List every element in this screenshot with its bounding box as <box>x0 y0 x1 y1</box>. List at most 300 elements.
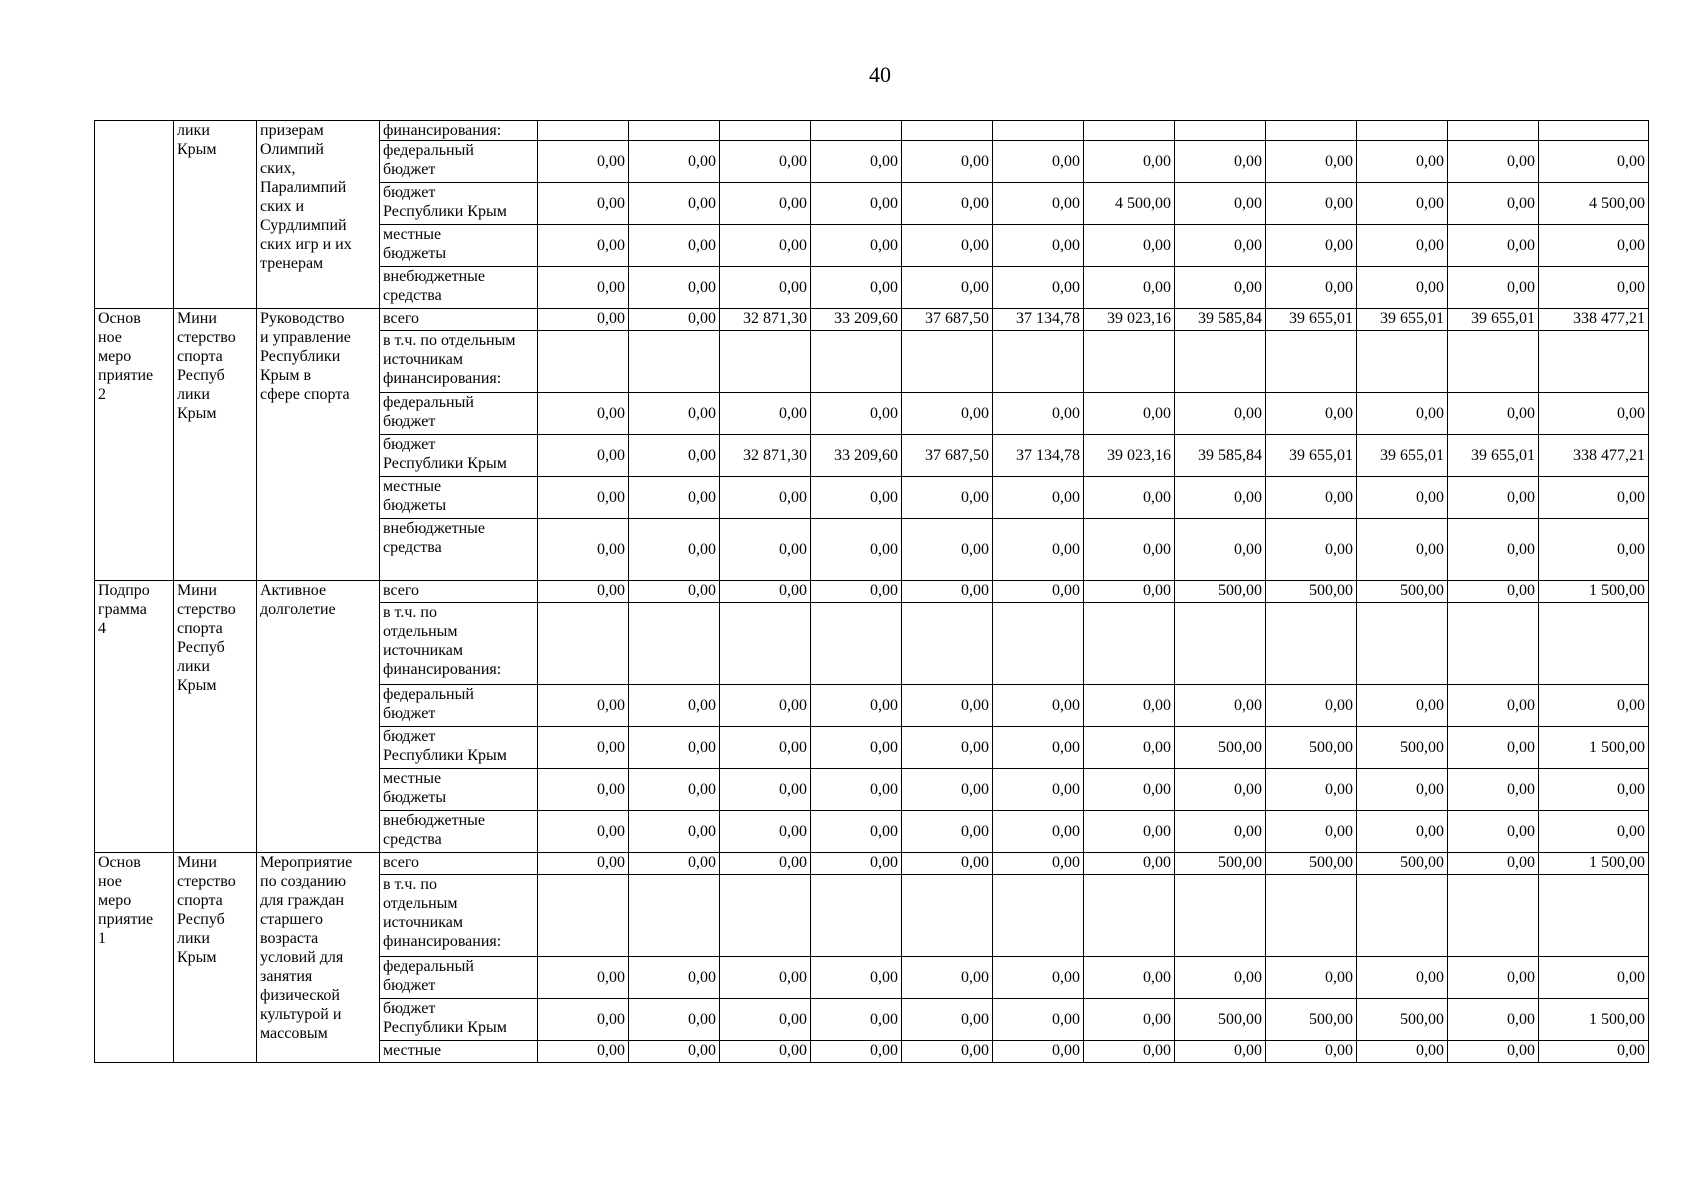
amount-cell <box>629 121 720 141</box>
amount-cell: 0,00 <box>1357 957 1448 999</box>
amount-cell: 0,00 <box>720 957 811 999</box>
amount-cell <box>1266 603 1357 685</box>
amount-cell: 0,00 <box>538 727 629 769</box>
amount-cell: 39 655,01 <box>1357 435 1448 477</box>
amount-cell: 0,00 <box>993 1041 1084 1063</box>
amount-cell: 0,00 <box>1266 393 1357 435</box>
amount-cell: 500,00 <box>1266 727 1357 769</box>
amount-cell: 0,00 <box>1357 519 1448 581</box>
amount-cell <box>720 603 811 685</box>
amount-cell <box>902 331 993 393</box>
amount-cell <box>811 603 902 685</box>
funding-source-cell: в т.ч. по отдельным источникам финансирования: <box>380 603 538 685</box>
amount-cell: 39 655,01 <box>1448 309 1539 331</box>
amount-cell: 0,00 <box>1357 225 1448 267</box>
amount-cell: 0,00 <box>720 225 811 267</box>
amount-cell: 0,00 <box>1448 853 1539 875</box>
amount-cell: 0,00 <box>1084 393 1175 435</box>
amount-cell: 0,00 <box>538 183 629 225</box>
amount-cell: 0,00 <box>1266 477 1357 519</box>
amount-cell: 0,00 <box>1175 685 1266 727</box>
amount-cell: 0,00 <box>538 519 629 581</box>
amount-cell: 0,00 <box>538 957 629 999</box>
funding-source-cell: всего <box>380 581 538 603</box>
amount-cell: 0,00 <box>1266 769 1357 811</box>
amount-cell <box>1175 603 1266 685</box>
amount-cell: 0,00 <box>538 769 629 811</box>
amount-cell: 0,00 <box>629 769 720 811</box>
amount-cell: 0,00 <box>993 957 1084 999</box>
amount-cell: 0,00 <box>811 853 902 875</box>
amount-cell <box>629 331 720 393</box>
event-name-cell: Активное долголетие <box>257 581 380 853</box>
amount-cell: 39 023,16 <box>1084 309 1175 331</box>
funding-source-cell: в т.ч. по отдельным источникам финансирования: <box>380 331 538 393</box>
funding-source-cell: внебюджетные средства <box>380 811 538 853</box>
amount-cell: 0,00 <box>1357 267 1448 309</box>
amount-cell: 1 500,00 <box>1539 727 1649 769</box>
table-row <box>95 121 1649 141</box>
amount-cell <box>1084 875 1175 957</box>
amount-cell: 0,00 <box>1448 267 1539 309</box>
amount-cell: 0,00 <box>1539 393 1649 435</box>
amount-cell <box>1448 121 1539 141</box>
amount-cell: 500,00 <box>1175 853 1266 875</box>
amount-cell: 0,00 <box>811 225 902 267</box>
funding-source-cell: федеральный бюджет <box>380 685 538 727</box>
amount-cell: 0,00 <box>902 141 993 183</box>
amount-cell: 0,00 <box>902 477 993 519</box>
funding-source-cell: бюджет Республики Крым <box>380 727 538 769</box>
amount-cell: 39 655,01 <box>1448 435 1539 477</box>
amount-cell <box>902 875 993 957</box>
amount-cell: 0,00 <box>1084 1041 1175 1063</box>
amount-cell: 0,00 <box>1175 141 1266 183</box>
amount-cell: 0,00 <box>629 435 720 477</box>
event-name-cell: Руководство и управление Республики Крым в сфере спорта <box>257 309 380 581</box>
amount-cell: 0,00 <box>902 393 993 435</box>
amount-cell: 0,00 <box>811 141 902 183</box>
amount-cell <box>1084 121 1175 141</box>
amount-cell: 0,00 <box>720 183 811 225</box>
amount-cell: 0,00 <box>1448 141 1539 183</box>
amount-cell: 0,00 <box>629 141 720 183</box>
funding-source-cell: финансирования: <box>380 121 538 141</box>
amount-cell <box>720 121 811 141</box>
amount-cell: 0,00 <box>1084 999 1175 1041</box>
amount-cell: 0,00 <box>1175 811 1266 853</box>
amount-cell: 338 477,21 <box>1539 435 1649 477</box>
executor-cell: Мини стерство спорта Респуб лики Крым <box>174 309 257 581</box>
amount-cell <box>720 875 811 957</box>
amount-cell: 0,00 <box>993 581 1084 603</box>
amount-cell: 1 500,00 <box>1539 581 1649 603</box>
amount-cell: 0,00 <box>1539 957 1649 999</box>
amount-cell <box>1448 331 1539 393</box>
event-name-cell: призерам Олимпий ских, Паралимпий ских и Сурдлимпий ских игр и их тренерам <box>257 121 380 309</box>
amount-cell <box>1175 331 1266 393</box>
amount-cell: 37 687,50 <box>902 435 993 477</box>
table-row <box>95 309 1649 331</box>
amount-cell: 0,00 <box>811 183 902 225</box>
amount-cell: 0,00 <box>902 769 993 811</box>
amount-cell: 0,00 <box>902 519 993 581</box>
amount-cell <box>720 331 811 393</box>
amount-cell: 500,00 <box>1357 727 1448 769</box>
amount-cell: 0,00 <box>811 477 902 519</box>
amount-cell <box>538 331 629 393</box>
amount-cell: 0,00 <box>720 999 811 1041</box>
amount-cell: 0,00 <box>629 1041 720 1063</box>
amount-cell: 0,00 <box>1175 957 1266 999</box>
amount-cell: 0,00 <box>1539 477 1649 519</box>
amount-cell: 0,00 <box>1448 225 1539 267</box>
funding-source-cell: бюджет Республики Крым <box>380 999 538 1041</box>
amount-cell: 0,00 <box>629 685 720 727</box>
amount-cell: 0,00 <box>538 309 629 331</box>
financing-table <box>94 120 1649 1063</box>
amount-cell <box>538 875 629 957</box>
amount-cell: 0,00 <box>629 727 720 769</box>
amount-cell: 0,00 <box>811 769 902 811</box>
amount-cell: 0,00 <box>1175 183 1266 225</box>
amount-cell: 33 209,60 <box>811 435 902 477</box>
funding-source-cell: местные <box>380 1041 538 1063</box>
funding-source-cell: федеральный бюджет <box>380 957 538 999</box>
amount-cell: 0,00 <box>629 519 720 581</box>
amount-cell: 0,00 <box>811 581 902 603</box>
amount-cell: 0,00 <box>1266 957 1357 999</box>
amount-cell: 0,00 <box>1084 853 1175 875</box>
amount-cell: 39 585,84 <box>1175 435 1266 477</box>
amount-cell: 0,00 <box>1266 1041 1357 1063</box>
amount-cell: 37 134,78 <box>993 309 1084 331</box>
amount-cell: 4 500,00 <box>1539 183 1649 225</box>
amount-cell: 0,00 <box>1448 811 1539 853</box>
amount-cell: 0,00 <box>1539 225 1649 267</box>
amount-cell <box>902 121 993 141</box>
amount-cell: 0,00 <box>538 1041 629 1063</box>
amount-cell <box>1084 603 1175 685</box>
amount-cell <box>1266 875 1357 957</box>
amount-cell: 0,00 <box>1084 727 1175 769</box>
amount-cell: 39 023,16 <box>1084 435 1175 477</box>
amount-cell: 33 209,60 <box>811 309 902 331</box>
amount-cell: 0,00 <box>1084 769 1175 811</box>
amount-cell: 0,00 <box>538 999 629 1041</box>
amount-cell: 0,00 <box>720 685 811 727</box>
amount-cell: 0,00 <box>720 727 811 769</box>
amount-cell: 0,00 <box>1084 267 1175 309</box>
amount-cell: 0,00 <box>1448 957 1539 999</box>
amount-cell: 0,00 <box>1175 519 1266 581</box>
amount-cell: 0,00 <box>1266 811 1357 853</box>
amount-cell: 0,00 <box>1448 581 1539 603</box>
event-status-cell: Основ ное меро приятие 1 <box>95 853 174 1063</box>
amount-cell: 0,00 <box>993 477 1084 519</box>
amount-cell <box>629 875 720 957</box>
amount-cell: 0,00 <box>720 581 811 603</box>
amount-cell: 0,00 <box>538 141 629 183</box>
amount-cell: 0,00 <box>629 393 720 435</box>
amount-cell: 0,00 <box>1266 225 1357 267</box>
amount-cell: 0,00 <box>1539 769 1649 811</box>
amount-cell: 0,00 <box>1357 811 1448 853</box>
amount-cell: 37 687,50 <box>902 309 993 331</box>
amount-cell: 0,00 <box>1266 183 1357 225</box>
amount-cell: 0,00 <box>1175 393 1266 435</box>
amount-cell: 1 500,00 <box>1539 853 1649 875</box>
amount-cell: 0,00 <box>1357 477 1448 519</box>
amount-cell <box>1266 121 1357 141</box>
amount-cell: 0,00 <box>538 435 629 477</box>
amount-cell: 0,00 <box>811 519 902 581</box>
funding-source-cell: всего <box>380 853 538 875</box>
amount-cell: 39 655,01 <box>1266 309 1357 331</box>
amount-cell: 0,00 <box>902 267 993 309</box>
funding-source-cell: федеральный бюджет <box>380 141 538 183</box>
amount-cell: 500,00 <box>1357 853 1448 875</box>
amount-cell: 0,00 <box>811 1041 902 1063</box>
amount-cell: 0,00 <box>993 267 1084 309</box>
funding-source-cell: федеральный бюджет <box>380 393 538 435</box>
amount-cell: 0,00 <box>538 685 629 727</box>
amount-cell: 0,00 <box>902 225 993 267</box>
amount-cell: 0,00 <box>629 581 720 603</box>
amount-cell: 0,00 <box>1539 141 1649 183</box>
amount-cell: 0,00 <box>902 853 993 875</box>
amount-cell: 0,00 <box>902 727 993 769</box>
amount-cell: 0,00 <box>720 267 811 309</box>
amount-cell: 0,00 <box>811 957 902 999</box>
amount-cell <box>1175 121 1266 141</box>
funding-source-cell: местные бюджеты <box>380 477 538 519</box>
amount-cell <box>1539 603 1649 685</box>
amount-cell: 0,00 <box>1084 519 1175 581</box>
amount-cell: 500,00 <box>1266 853 1357 875</box>
amount-cell: 0,00 <box>1357 141 1448 183</box>
amount-cell: 0,00 <box>811 727 902 769</box>
amount-cell: 0,00 <box>1357 1041 1448 1063</box>
amount-cell: 0,00 <box>902 1041 993 1063</box>
amount-cell: 0,00 <box>993 999 1084 1041</box>
amount-cell: 0,00 <box>993 811 1084 853</box>
amount-cell: 1 500,00 <box>1539 999 1649 1041</box>
amount-cell: 0,00 <box>1448 769 1539 811</box>
amount-cell: 0,00 <box>538 267 629 309</box>
amount-cell: 500,00 <box>1175 727 1266 769</box>
amount-cell <box>1448 603 1539 685</box>
amount-cell: 0,00 <box>1175 267 1266 309</box>
amount-cell: 0,00 <box>1448 519 1539 581</box>
amount-cell: 0,00 <box>811 811 902 853</box>
event-status-cell: Подпро грамма 4 <box>95 581 174 853</box>
amount-cell: 500,00 <box>1357 581 1448 603</box>
amount-cell: 0,00 <box>811 393 902 435</box>
amount-cell: 0,00 <box>1266 685 1357 727</box>
amount-cell: 32 871,30 <box>720 435 811 477</box>
amount-cell: 0,00 <box>720 141 811 183</box>
amount-cell: 0,00 <box>1357 769 1448 811</box>
funding-source-cell: бюджет Республики Крым <box>380 435 538 477</box>
amount-cell: 0,00 <box>902 957 993 999</box>
amount-cell <box>993 121 1084 141</box>
funding-source-cell: всего <box>380 309 538 331</box>
amount-cell <box>1357 875 1448 957</box>
amount-cell <box>902 603 993 685</box>
funding-source-cell: местные бюджеты <box>380 769 538 811</box>
amount-cell: 0,00 <box>902 999 993 1041</box>
amount-cell <box>811 331 902 393</box>
event-status-cell: Основ ное меро приятие 2 <box>95 309 174 581</box>
amount-cell: 0,00 <box>1084 225 1175 267</box>
amount-cell: 0,00 <box>629 477 720 519</box>
amount-cell: 0,00 <box>720 1041 811 1063</box>
amount-cell: 0,00 <box>720 393 811 435</box>
amount-cell: 0,00 <box>538 393 629 435</box>
amount-cell: 0,00 <box>1084 685 1175 727</box>
amount-cell: 0,00 <box>811 267 902 309</box>
amount-cell: 0,00 <box>1175 477 1266 519</box>
amount-cell: 0,00 <box>1448 477 1539 519</box>
funding-source-cell: внебюджетные средства <box>380 519 538 581</box>
amount-cell: 0,00 <box>1539 519 1649 581</box>
amount-cell <box>1539 121 1649 141</box>
amount-cell: 0,00 <box>993 685 1084 727</box>
funding-source-cell: внебюджетные средства <box>380 267 538 309</box>
amount-cell: 37 134,78 <box>993 435 1084 477</box>
amount-cell <box>538 121 629 141</box>
amount-cell: 0,00 <box>1539 1041 1649 1063</box>
amount-cell: 0,00 <box>720 519 811 581</box>
amount-cell <box>1266 331 1357 393</box>
amount-cell: 0,00 <box>538 477 629 519</box>
funding-source-cell: местные бюджеты <box>380 225 538 267</box>
amount-cell <box>1539 331 1649 393</box>
amount-cell: 0,00 <box>1357 393 1448 435</box>
amount-cell: 0,00 <box>993 853 1084 875</box>
amount-cell <box>993 603 1084 685</box>
amount-cell: 0,00 <box>538 811 629 853</box>
amount-cell: 0,00 <box>902 183 993 225</box>
amount-cell: 0,00 <box>1175 225 1266 267</box>
amount-cell: 0,00 <box>993 183 1084 225</box>
page-number: 40 <box>869 62 891 87</box>
amount-cell: 0,00 <box>1539 267 1649 309</box>
amount-cell: 39 655,01 <box>1357 309 1448 331</box>
amount-cell: 0,00 <box>1175 1041 1266 1063</box>
funding-source-cell: бюджет Республики Крым <box>380 183 538 225</box>
amount-cell: 0,00 <box>902 581 993 603</box>
amount-cell: 0,00 <box>629 811 720 853</box>
table-row <box>95 853 1649 875</box>
amount-cell: 0,00 <box>902 685 993 727</box>
amount-cell: 0,00 <box>720 477 811 519</box>
amount-cell <box>811 121 902 141</box>
amount-cell: 0,00 <box>1266 267 1357 309</box>
amount-cell: 0,00 <box>993 519 1084 581</box>
amount-cell: 0,00 <box>1084 811 1175 853</box>
event-name-cell: Мероприятие по созданию для граждан старшего возраста условий для занятия физической культурой и массовым <box>257 853 380 1063</box>
amount-cell: 0,00 <box>1266 141 1357 183</box>
amount-cell: 0,00 <box>1084 957 1175 999</box>
amount-cell <box>811 875 902 957</box>
amount-cell <box>1084 331 1175 393</box>
amount-cell: 0,00 <box>993 225 1084 267</box>
executor-cell: Мини стерство спорта Респуб лики Крым <box>174 581 257 853</box>
amount-cell <box>993 331 1084 393</box>
amount-cell: 0,00 <box>1448 393 1539 435</box>
event-status-cell <box>95 121 174 309</box>
amount-cell: 0,00 <box>1539 685 1649 727</box>
amount-cell: 0,00 <box>629 309 720 331</box>
amount-cell: 0,00 <box>993 393 1084 435</box>
amount-cell: 0,00 <box>1448 183 1539 225</box>
amount-cell: 0,00 <box>1539 811 1649 853</box>
amount-cell: 0,00 <box>629 183 720 225</box>
amount-cell: 0,00 <box>1448 727 1539 769</box>
amount-cell: 500,00 <box>1175 581 1266 603</box>
amount-cell: 0,00 <box>993 769 1084 811</box>
executor-cell: лики Крым <box>174 121 257 309</box>
funding-source-cell: в т.ч. по отдельным источникам финансирования: <box>380 875 538 957</box>
amount-cell: 39 655,01 <box>1266 435 1357 477</box>
amount-cell: 0,00 <box>1266 519 1357 581</box>
amount-cell: 0,00 <box>538 853 629 875</box>
amount-cell: 0,00 <box>1175 769 1266 811</box>
amount-cell: 39 585,84 <box>1175 309 1266 331</box>
amount-cell: 0,00 <box>629 957 720 999</box>
amount-cell: 0,00 <box>993 727 1084 769</box>
amount-cell: 0,00 <box>629 225 720 267</box>
amount-cell: 0,00 <box>1448 999 1539 1041</box>
amount-cell <box>538 603 629 685</box>
amount-cell: 500,00 <box>1357 999 1448 1041</box>
executor-cell: Мини стерство спорта Респуб лики Крым <box>174 853 257 1063</box>
amount-cell: 338 477,21 <box>1539 309 1649 331</box>
amount-cell: 4 500,00 <box>1084 183 1175 225</box>
amount-cell: 0,00 <box>902 811 993 853</box>
amount-cell: 0,00 <box>1084 581 1175 603</box>
amount-cell: 0,00 <box>1357 685 1448 727</box>
amount-cell: 0,00 <box>629 267 720 309</box>
amount-cell: 32 871,30 <box>720 309 811 331</box>
amount-cell <box>1539 875 1649 957</box>
amount-cell: 0,00 <box>1084 477 1175 519</box>
amount-cell: 0,00 <box>811 999 902 1041</box>
amount-cell <box>1357 331 1448 393</box>
amount-cell: 0,00 <box>720 769 811 811</box>
amount-cell: 0,00 <box>629 999 720 1041</box>
amount-cell: 500,00 <box>1266 999 1357 1041</box>
amount-cell <box>1357 121 1448 141</box>
amount-cell: 0,00 <box>1448 1041 1539 1063</box>
amount-cell: 0,00 <box>538 225 629 267</box>
amount-cell: 500,00 <box>1266 581 1357 603</box>
amount-cell <box>1357 603 1448 685</box>
amount-cell: 0,00 <box>811 685 902 727</box>
table-row <box>95 581 1649 603</box>
amount-cell: 0,00 <box>720 811 811 853</box>
amount-cell <box>1175 875 1266 957</box>
amount-cell: 500,00 <box>1175 999 1266 1041</box>
amount-cell <box>993 875 1084 957</box>
amount-cell: 0,00 <box>1357 183 1448 225</box>
amount-cell: 0,00 <box>629 853 720 875</box>
amount-cell: 0,00 <box>538 581 629 603</box>
amount-cell: 0,00 <box>720 853 811 875</box>
amount-cell: 0,00 <box>1448 685 1539 727</box>
